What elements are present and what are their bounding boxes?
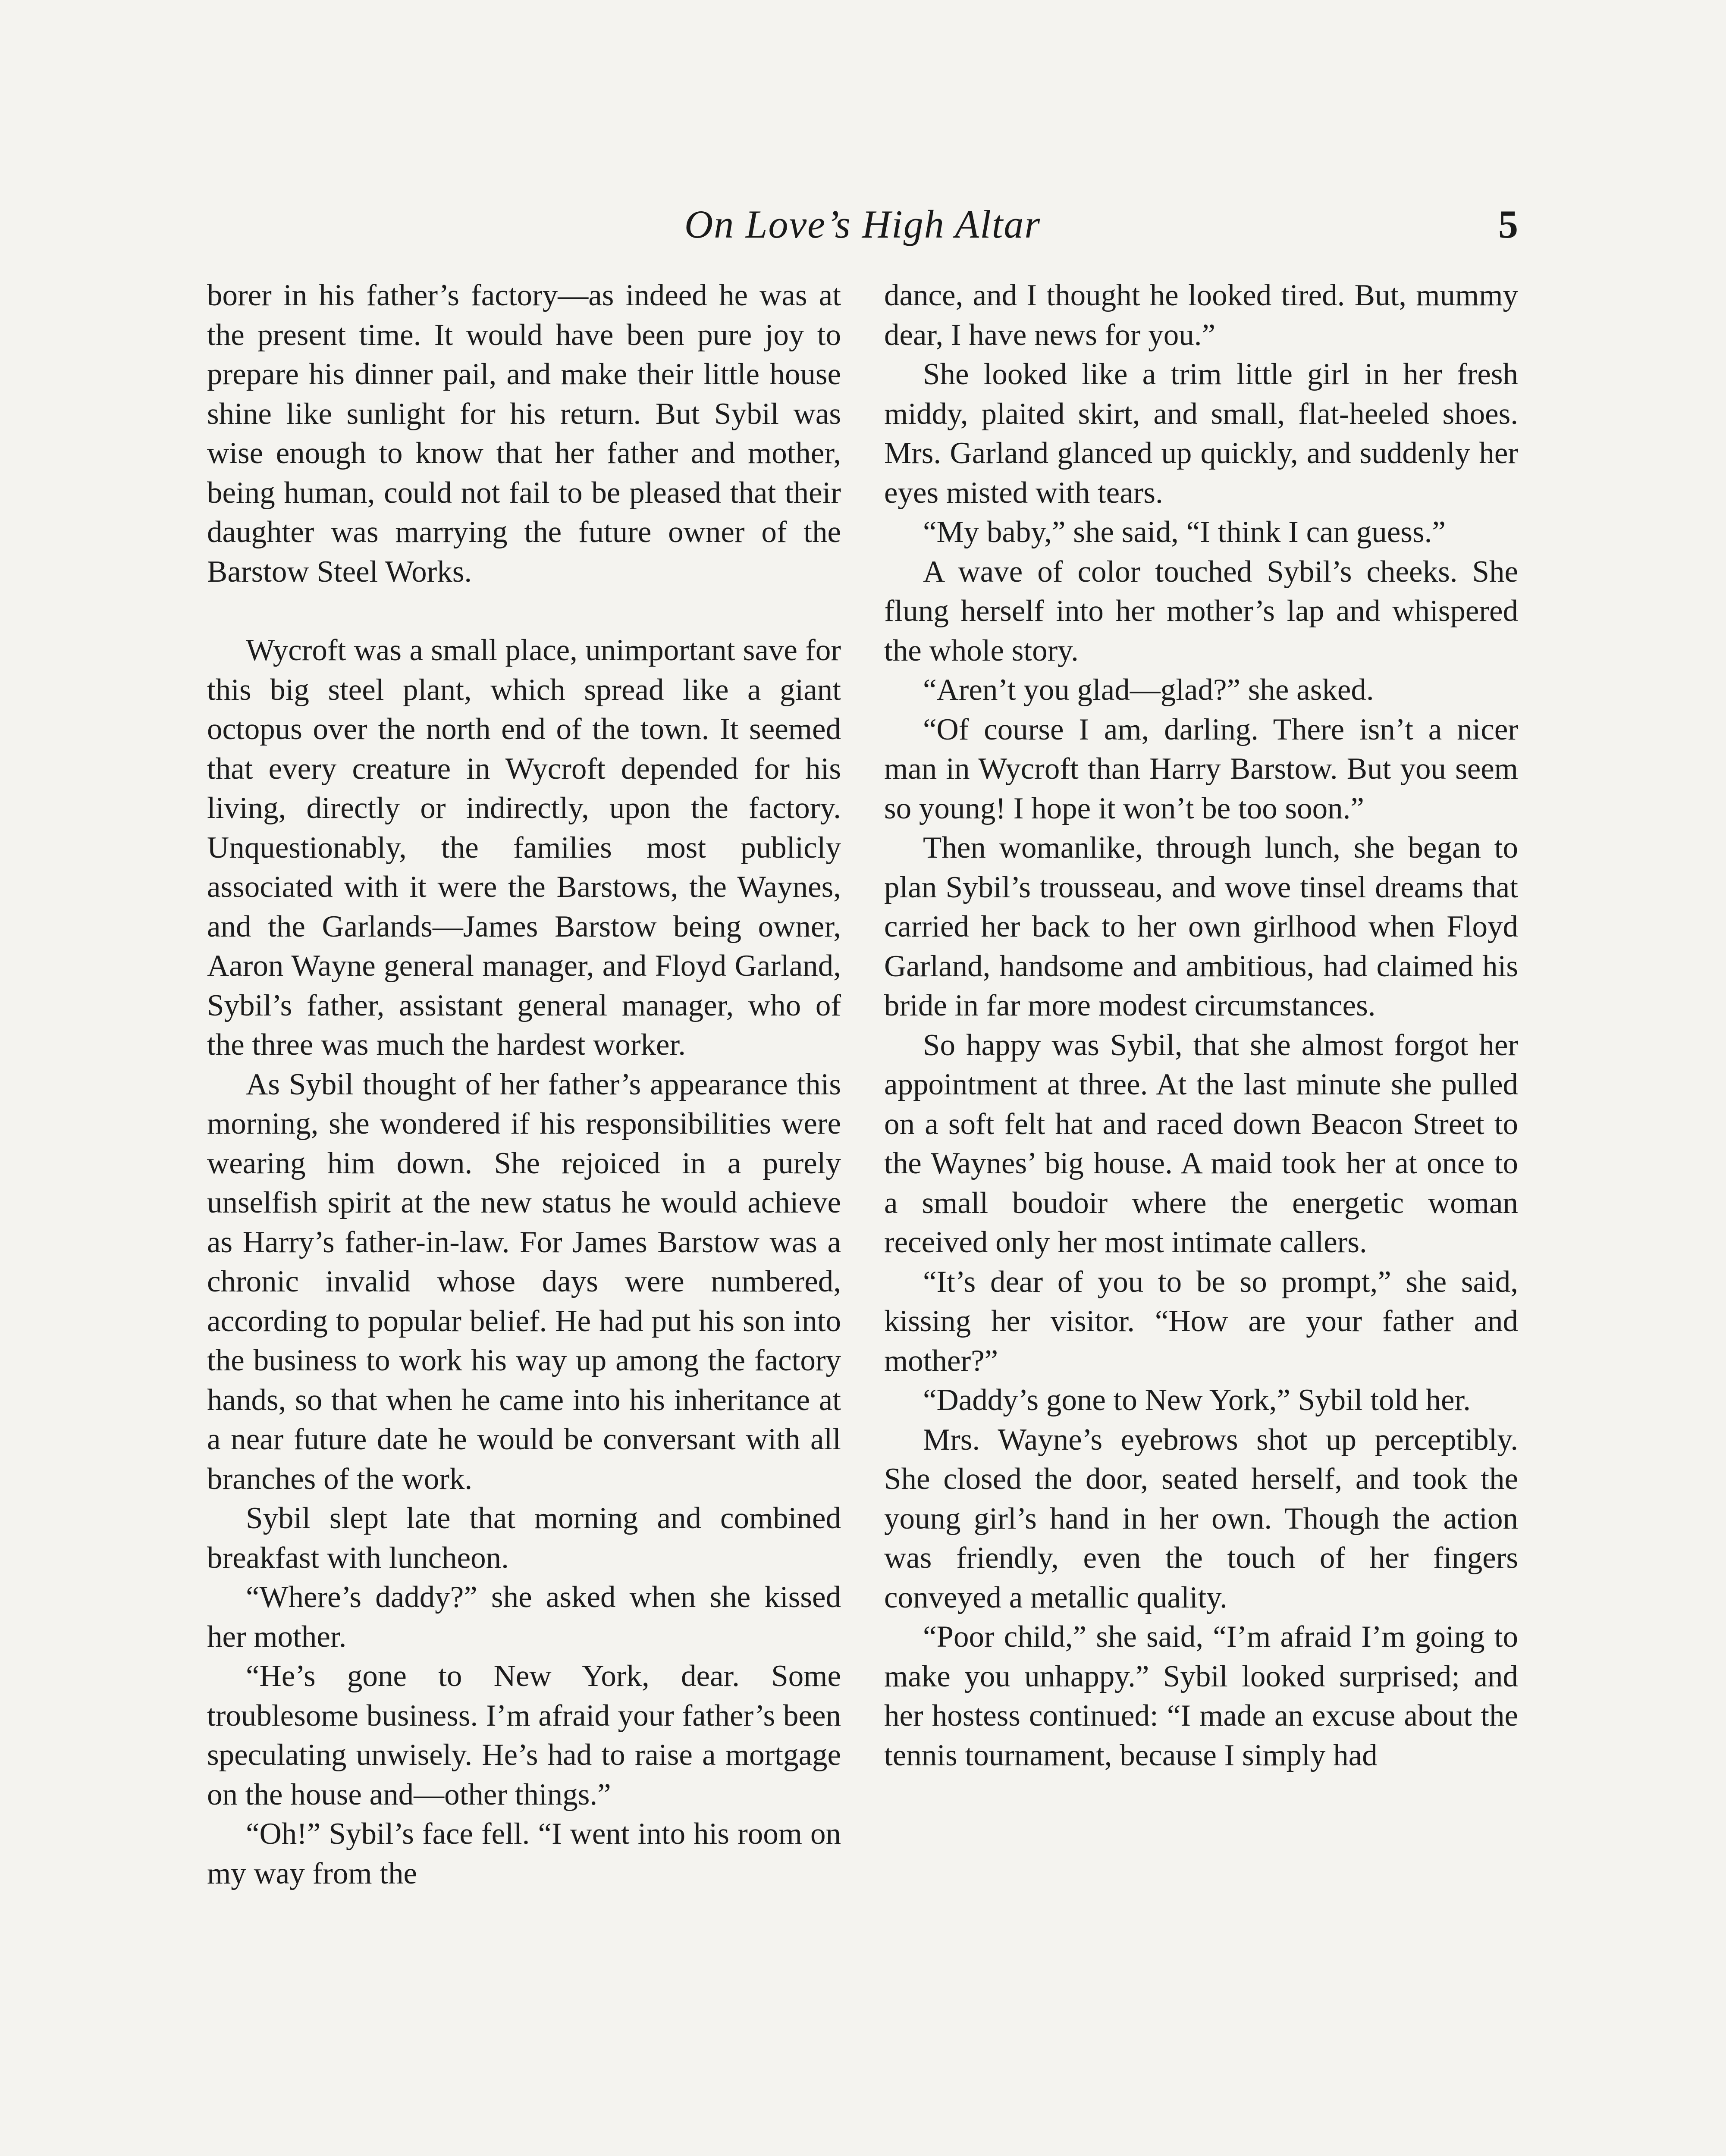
paragraph-continued: dance, and I thought he looked tired. But, mummy dear, I have news for you.” [884,279,1518,352]
paragraph: As Sybil thought of her father’s appearance this morning, she wondered if his responsibilities were wearing him down. She rejoiced in a purely unselfish spirit at the new status he would achieve as Harry’s father-in-law. For James Barstow was a chronic invalid whose days were numbered, according to popular belief. He had put his son into the business to work his way up among the factory hands, so that when he came into his inheritance at a near future date he would be conversant with all branches of the work. [207,1067,841,1496]
left-column [207,276,841,1893]
paragraph: A wave of color touched Sybil’s cheeks. She flung herself into her mother’s lap and whispered the whole story. [884,555,1518,667]
paragraph: “Of course I am, darling. There isn’t a nicer man in Wycroft than Harry Barstow. But you seem so young! I hope it won’t be too soon.” [884,712,1518,825]
paragraph: “Oh!” Sybil’s face fell. “I went into his room on my way from the [207,1817,841,1890]
paragraph: “Daddy’s gone to New York,” Sybil told her. [923,1383,1471,1417]
paragraph: “It’s dear of you to be so prompt,” she said, kissing her visitor. “How are your father and mother?” [884,1265,1518,1378]
running-title: On Love’s High Altar [684,202,1041,246]
paragraph: So happy was Sybil, that she almost forgot her appointment at three. At the last minute she pulled on a soft felt hat and raced down Beacon Street to the Waynes’ big house. A maid took her at once to a small boudoir where the energetic woman received only her most intimate callers. [884,1028,1518,1259]
page-number: 5 [1498,202,1518,246]
right-column [884,276,1518,1775]
paragraph: “He’s gone to New York, dear. Some troublesome business. I’m afraid your father’s been speculating unwisely. He’s had to raise a mortgage on the house and—other things.” [207,1659,841,1811]
paragraph: Wycroft was a small place, unimportant save for this big steel plant, which spread like a giant octopus over the north end of the town. It seemed that every creature in Wycroft depended for his living, directly or indirectly, upon the factory. Unquestionably, the families most publicly associated with it were the Barstows, the Waynes, and the Garlands—James Barstow being owner, Aaron Wayne general manager, and Floyd Garland, Sybil’s father, assistant general manager, who of the three was much the hardest worker. [207,633,841,1062]
paragraph: “Poor child,” she said, “I’m afraid I’m going to make you unhappy.” Sybil looked surprised; and her hostess continued: “I made an excuse about the tennis tournament, because I simply had [884,1620,1518,1772]
paragraph: She looked like a trim little girl in her fresh middy, plaited skirt, and small, flat-heeled shoes. Mrs. Garland glanced up quickly, and suddenly her eyes misted with tears. [884,357,1518,510]
paragraph: “Where’s daddy?” she asked when she kissed her mother. [207,1580,841,1654]
paragraph: “Aren’t you glad—glad?” she asked. [923,673,1374,707]
running-head [207,190,1518,259]
paragraph: Sybil slept late that morning and combined breakfast with luncheon. [207,1501,841,1575]
section-break [207,592,841,631]
paragraph: “My baby,” she said, “I think I can guess.” [923,515,1446,549]
paragraph-continued: borer in his father’s factory—as indeed he was at the present time. It would have been pure joy to prepare his dinner pail, and make their little house shine like sunlight for his return. But Sybil was wise enough to know that her father and mother, being human, could not fail to be pleased that their daughter was marrying the future owner of the Barstow Steel Works. [207,279,841,589]
paragraph: Then womanlike, through lunch, she began to plan Sybil’s trousseau, and wove tinsel dreams that carried her back to her own girlhood when Floyd Garland, handsome and ambitious, had claimed his bride in far more modest circumstances. [884,831,1518,1022]
paragraph: Mrs. Wayne’s eyebrows shot up perceptibly. She closed the door, seated herself, and took the young girl’s hand in her own. Though the action was friendly, even the touch of her fingers conveyed a metallic quality. [884,1423,1518,1614]
